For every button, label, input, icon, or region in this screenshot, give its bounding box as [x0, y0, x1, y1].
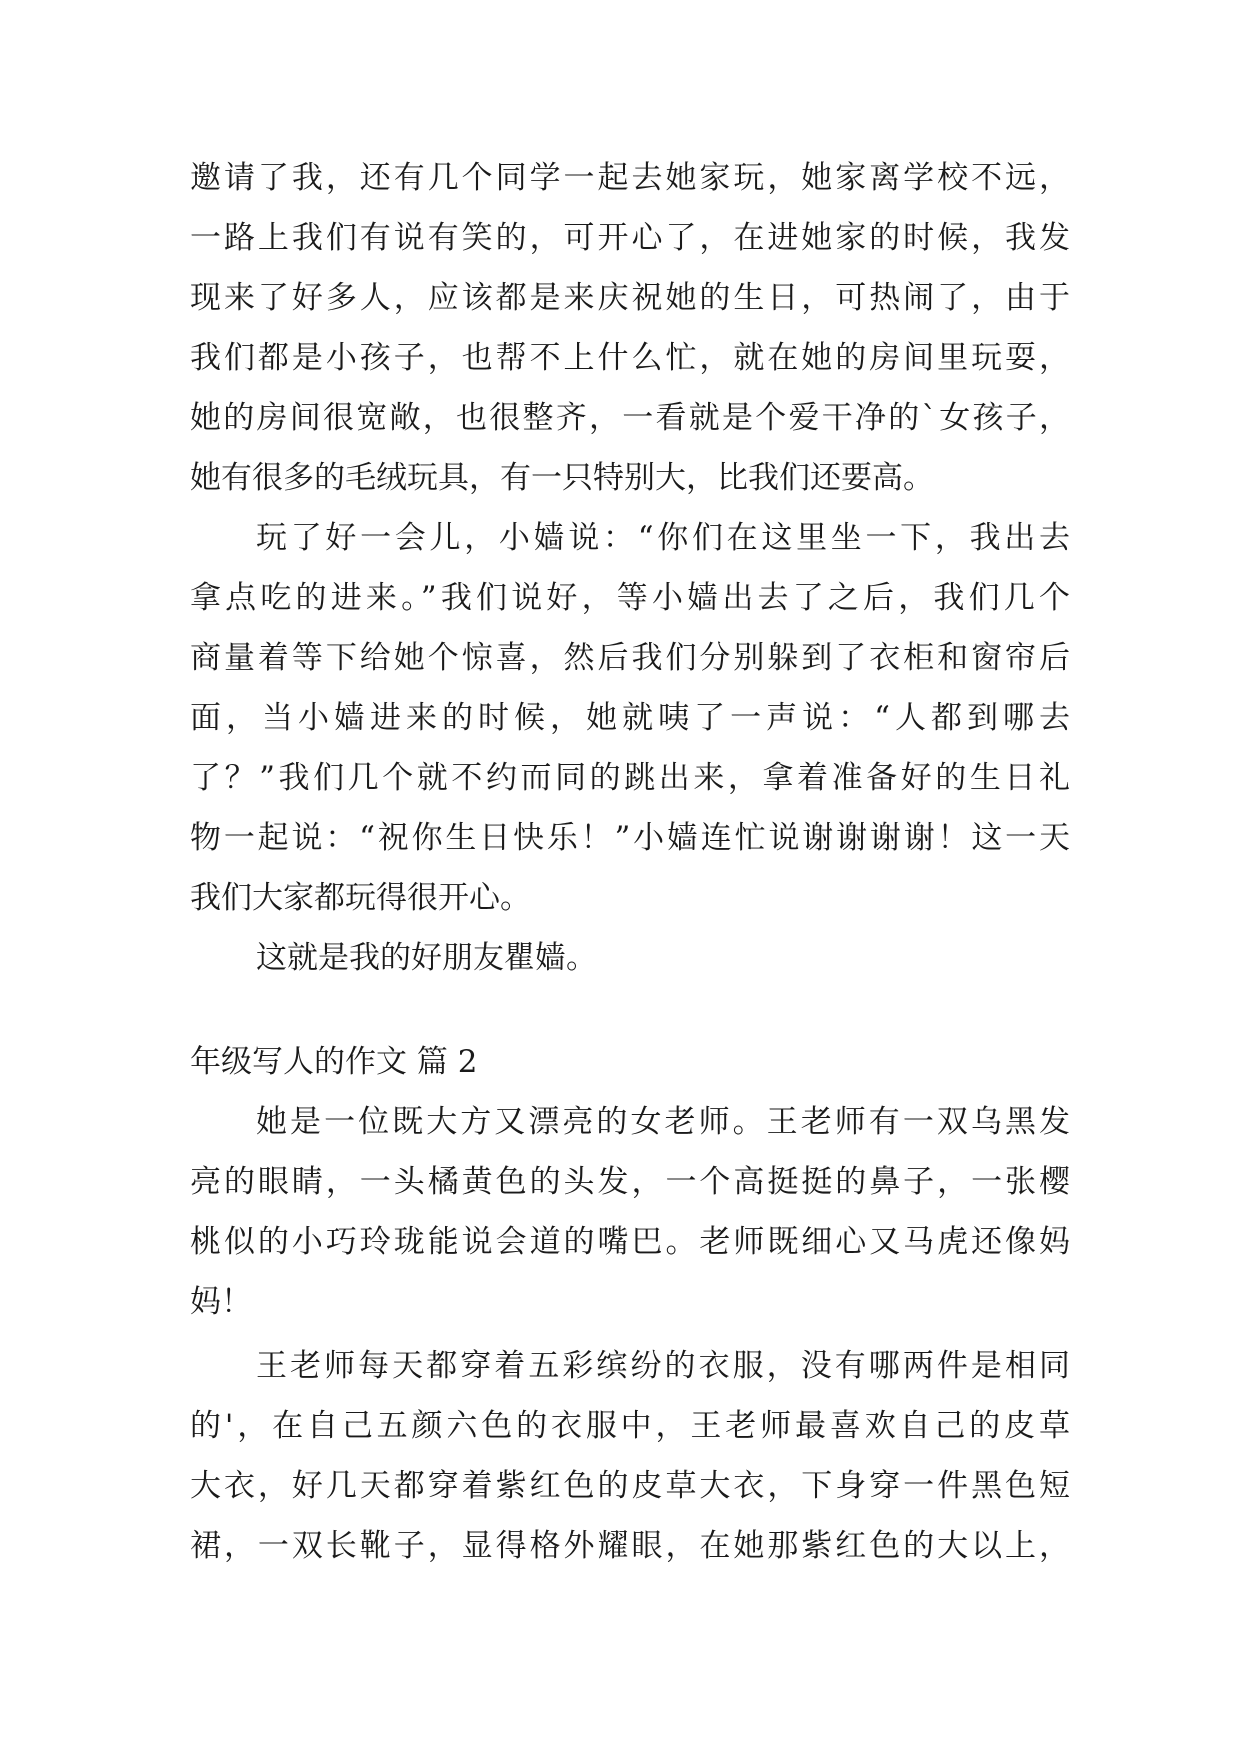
paragraph-line: 裙，一双长靴子，显得格外耀眼，在她那紫红色的大以上， [190, 1528, 1070, 1564]
paragraph-line: 妈！ [190, 1284, 252, 1320]
paragraph-line: 我们大家都玩得很开心。 [190, 880, 531, 916]
paragraph-line: 面，当小嫱进来的时候，她就咦了一声说：“人都到哪去 [190, 700, 1070, 736]
paragraph-line: 她有很多的毛绒玩具，有一只特别大，比我们还要高。 [190, 460, 934, 496]
paragraph-line: 了？”我们几个就不约而同的跳出来，拿着准备好的生日礼 [190, 760, 1070, 796]
paragraph-line: 一路上我们有说有笑的，可开心了，在进她家的时候，我发 [190, 220, 1070, 256]
paragraph-line: 我们都是小孩子，也帮不上什么忙，就在她的房间里玩耍， [190, 340, 1070, 376]
paragraph-line: 她的房间很宽敞，也很整齐，一看就是个爱干净的`女孩子， [190, 400, 1070, 436]
paragraph-line: 物一起说：“祝你生日快乐！”小嫱连忙说谢谢谢谢！这一天 [190, 820, 1070, 856]
paragraph-line: 桃似的小巧玲珑能说会道的嘴巴。老师既细心又马虎还像妈 [190, 1224, 1070, 1260]
paragraph-line: 大衣，好几天都穿着紫红色的皮草大衣，下身穿一件黑色短 [190, 1468, 1070, 1504]
paragraph-line: 这就是我的好朋友瞿嫱。 [256, 940, 597, 976]
paragraph-line: 现来了好多人，应该都是来庆祝她的生日，可热闹了，由于 [190, 280, 1070, 316]
paragraph-line: 的'，在自己五颜六色的衣服中，王老师最喜欢自己的皮草 [190, 1408, 1070, 1444]
paragraph-line: 亮的眼睛，一头橘黄色的头发，一个高挺挺的鼻子，一张樱 [190, 1164, 1070, 1200]
paragraph-line: 王老师每天都穿着五彩缤纷的衣服，没有哪两件是相同 [256, 1348, 1070, 1384]
paragraph-line: 玩了好一会儿，小嫱说：“你们在这里坐一下，我出去 [256, 520, 1070, 556]
paragraph-line: 商量着等下给她个惊喜，然后我们分别躲到了衣柜和窗帘后 [190, 640, 1070, 676]
paragraph-line: 邀请了我，还有几个同学一起去她家玩，她家离学校不远， [190, 160, 1070, 196]
paragraph-line: 拿点吃的进来。”我们说好，等小嫱出去了之后，我们几个 [190, 580, 1070, 616]
section-heading: 年级写人的作文 篇 2 [190, 1044, 478, 1080]
paragraph-line: 她是一位既大方又漂亮的女老师。王老师有一双乌黑发 [256, 1104, 1070, 1140]
